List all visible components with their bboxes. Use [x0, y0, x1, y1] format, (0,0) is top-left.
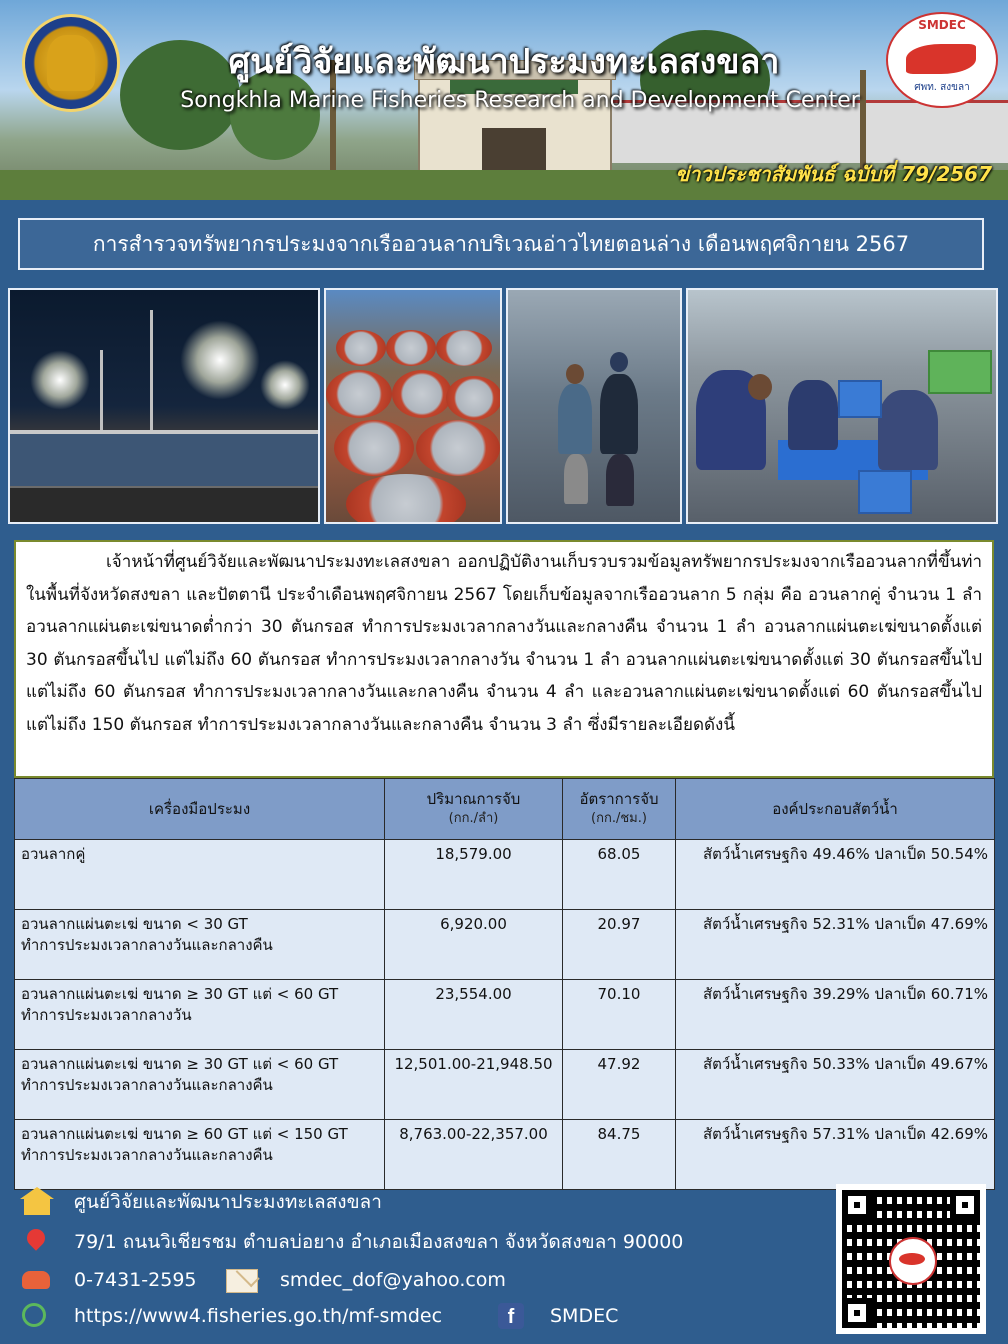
header-catch-unit: (กก./ลำ)	[448, 811, 499, 826]
header-gear	[15, 779, 385, 840]
header-rate-unit: (กก./ชม.)	[591, 811, 647, 826]
gear-cell	[15, 910, 385, 980]
header-catch-label: ปริมาณการจับ	[426, 790, 521, 808]
photo-officers-at-pier	[506, 288, 682, 524]
photo-fish-baskets	[324, 288, 502, 524]
pier	[10, 486, 320, 524]
fish-basket	[392, 370, 452, 418]
composition-cell: สัตว์น้ำเศรษฐกิจ 50.33% ปลาเป็ด 49.67%	[676, 1050, 995, 1120]
qr-finder	[842, 1298, 872, 1328]
news-subject: การสำรวจทรัพยากรประมงจากเรืออวนลากบริเวณอ่าวไทยตอนล่าง เดือนพฤศจิกายน 2567	[18, 218, 984, 270]
qr-center-logo	[889, 1237, 937, 1285]
gear-detail: ทำการประมงเวลากลางวัน	[21, 1006, 192, 1024]
composition-cell: สัตว์น้ำเศรษฐกิจ 52.31% ปลาเป็ด 47.69%	[676, 910, 995, 980]
footer-web-row	[18, 1300, 618, 1332]
footer-org-name: ศูนย์วิจัยและพัฒนาประมงทะเลสงขลา	[74, 1191, 382, 1213]
footer-website-link[interactable]: https://www4.fisheries.go.th/mf-smdec	[74, 1305, 443, 1327]
globe-icon	[18, 1301, 54, 1331]
worker	[788, 380, 838, 450]
footer-phone-row	[18, 1264, 506, 1296]
floodlight	[180, 320, 260, 400]
catch-cell: 8,763.00-22,357.00	[385, 1120, 563, 1190]
location-pin-icon	[18, 1227, 54, 1257]
green-basket	[928, 350, 992, 394]
header-composition-label: องค์ประกอบสัตว์น้ำ	[772, 799, 898, 818]
plastic-crate	[858, 470, 912, 514]
footer-address-row	[18, 1226, 683, 1258]
table-row	[15, 910, 995, 980]
gear-name: อวนลากแผ่นตะเฆ่ ขนาด ≥ 30 GT แต่ < 60 GT	[21, 985, 339, 1003]
fish-basket	[326, 370, 392, 418]
composition-cell: สัตว์น้ำเศรษฐกิจ 57.31% ปลาเป็ด 42.69%	[676, 1120, 995, 1190]
footer-org-row	[18, 1186, 382, 1218]
officer	[600, 374, 638, 454]
catch-cell: 12,501.00-21,948.50	[385, 1050, 563, 1120]
gear-name: อวนลากคู่	[21, 845, 86, 863]
footer-phone[interactable]: 0-7431-2595	[74, 1269, 197, 1291]
rate-cell: 68.05	[563, 840, 676, 910]
fish-basket	[446, 376, 502, 420]
photo-trawler-night	[8, 288, 320, 524]
center-title-thai: ศูนย์วิจัยและพัฒนาประมงทะเลสงขลา	[228, 42, 780, 82]
phone-icon	[18, 1265, 54, 1295]
fish-basket	[336, 330, 386, 366]
officer	[558, 384, 592, 454]
person-head	[610, 352, 628, 372]
header-gear-label: เครื่องมือประมง	[148, 799, 251, 818]
header-rate-label: อัตราการจับ	[579, 790, 659, 808]
header-rate	[563, 779, 676, 840]
gear-name: อวนลากแผ่นตะเฆ่ ขนาด ≥ 30 GT แต่ < 60 GT	[21, 1055, 339, 1073]
header-catch	[385, 779, 563, 840]
rate-cell: 47.92	[563, 1050, 676, 1120]
catch-cell: 23,554.00	[385, 980, 563, 1050]
footer-address: 79/1 ถนนวิเชียรชม ตำบลบ่อยาง อำเภอเมืองสงขลา จังหวัดสงขลา 90000	[74, 1231, 684, 1253]
gear-cell	[15, 1050, 385, 1120]
gear-name: อวนลากแผ่นตะเฆ่ ขนาด ≥ 60 GT แต่ < 150 GT	[21, 1125, 348, 1143]
qr-finder	[842, 1190, 872, 1220]
gear-detail: ทำการประมงเวลากลางวันและกลางคืน	[21, 936, 273, 954]
gear-cell	[15, 980, 385, 1050]
table-row	[15, 980, 995, 1050]
gear-cell	[15, 840, 385, 910]
center-title-english: Songkhla Marine Fisheries Research and Development Center	[180, 88, 860, 113]
table-header-row	[15, 779, 995, 840]
person-head	[748, 374, 772, 400]
fish-basket	[386, 330, 436, 366]
plastic-crate	[838, 380, 882, 418]
news-body	[14, 540, 994, 778]
table-row	[15, 840, 995, 910]
press-release-issue: ข่าวประชาสัมพันธ์ ฉบับที่ 79/2567	[675, 162, 992, 186]
facebook-icon[interactable]: f	[494, 1301, 530, 1331]
fish-basket	[334, 420, 414, 476]
gear-name: อวนลากแผ่นตะเฆ่ ขนาด < 30 GT	[21, 915, 248, 933]
composition-cell: สัตว์น้ำเศรษฐกิจ 49.46% ปลาเป็ด 50.54%	[676, 840, 995, 910]
rate-cell: 20.97	[563, 910, 676, 980]
house-icon	[18, 1187, 54, 1217]
officer-legs	[606, 454, 634, 506]
table-row	[15, 1050, 995, 1120]
catch-cell: 18,579.00	[385, 840, 563, 910]
composition-cell: สัตว์น้ำเศรษฐกิจ 39.29% ปลาเป็ด 60.71%	[676, 980, 995, 1050]
rate-cell: 84.75	[563, 1120, 676, 1190]
header-banner	[0, 0, 1008, 200]
fish-basket	[346, 474, 466, 524]
footer-email[interactable]: smdec_dof@yahoo.com	[280, 1269, 506, 1291]
trawl-survey-table	[14, 778, 995, 1190]
gear-detail: ทำการประมงเวลากลางวันและกลางคืน	[21, 1146, 273, 1164]
gear-detail: ทำการประมงเวลากลางวันและกลางคืน	[21, 1076, 273, 1094]
fish-basket	[436, 330, 492, 366]
contact-footer	[18, 1174, 998, 1344]
photo-sorting-catch	[686, 288, 998, 524]
officer-legs	[564, 454, 588, 504]
rate-cell: 70.10	[563, 980, 676, 1050]
news-body-text: เจ้าหน้าที่ศูนย์วิจัยและพัฒนาประมงทะเลสงขลา ออกปฏิบัติงานเก็บรวบรวมข้อมูลทรัพยากรประมงจากเรืออวนลากที่ขึ้นท่าในพื้นที่จังหวัดสงขลา และปัตตานี ประจำเดือนพฤศจิกายน 2567 โดยเก็บข้อมูลจากเรืออวนลาก 5 กลุ่ม คือ อวนลากคู่ จำนวน 1 ลำ อวนลากแผ่นตะเฆ่ขนาดต่ำกว่า 30 ตันกรอส ทำการประมงเวลากลางวันและกลางคืน จำนวน 1 ลำ อวนลากแผ่นตะเฆ่ขนาดตั้งแต่ 30 ตันกรอสขึ้นไป แต่ไม่ถึง 60 ตันกรอส ทำการประมงเวลากลางวัน จำนวน 1 ลำ อวนลากแผ่นตะเฆ่ขนาดตั้งแต่ 30 ตันกรอสขึ้นไป แต่ไม่ถึง 60 ตันกรอส ทำการประมงเวลากลางวันและกลางคืน จำนวน 4 ลำ และอวนลากแผ่นตะเฆ่ขนาดตั้งแต่ 60 ตันกรอสขึ้นไป แต่ไม่ถึง 150 ตันกรอส ทำการประมงเวลากลางวันและกลางคืน จำนวน 3 ลำ ซึ่งมีรายละเอียดดังนี้	[26, 552, 982, 735]
smdec-logo-text: SMDEC	[918, 18, 966, 32]
floodlight	[30, 350, 90, 410]
boat-hull	[10, 430, 320, 494]
footer-facebook-link[interactable]: SMDEC	[550, 1305, 619, 1327]
worker	[878, 390, 938, 470]
person-head	[566, 364, 584, 384]
qr-finder	[950, 1190, 980, 1220]
envelope-icon	[224, 1265, 260, 1295]
fish-basket	[416, 420, 500, 476]
catch-cell: 6,920.00	[385, 910, 563, 980]
header-composition	[676, 779, 995, 840]
floodlight	[260, 360, 310, 410]
qr-code[interactable]	[836, 1184, 986, 1334]
smdec-logo-subtext: ศพท. สงขลา	[914, 82, 970, 93]
